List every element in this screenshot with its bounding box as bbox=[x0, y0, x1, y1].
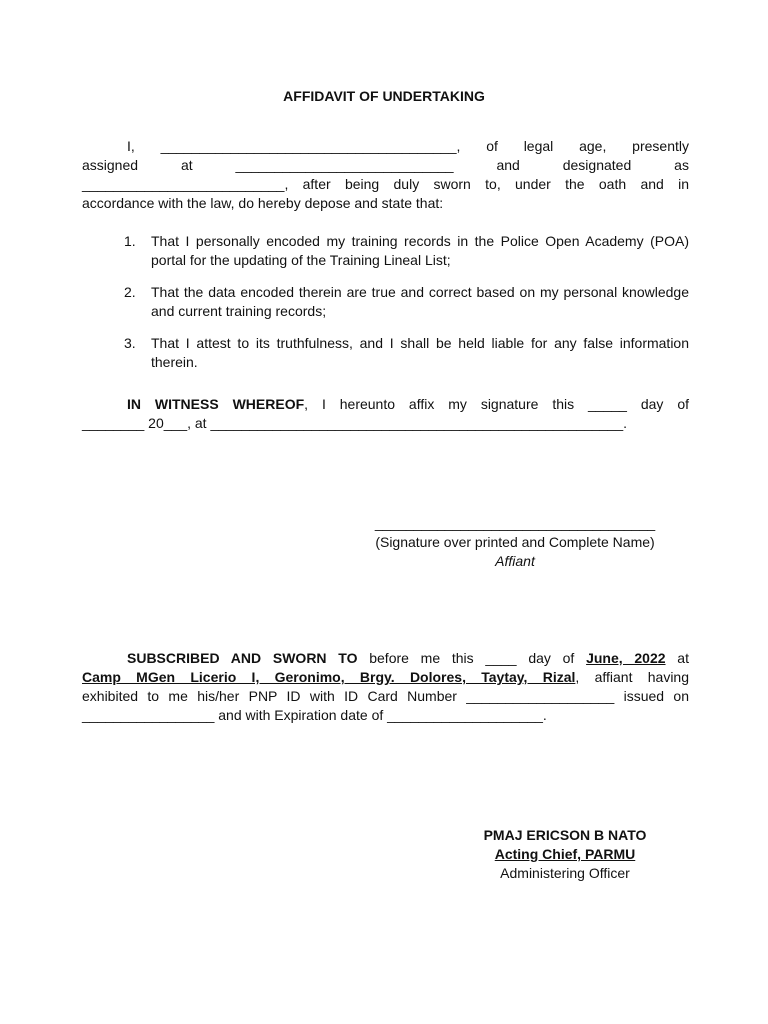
signature-role: Affiant bbox=[495, 553, 535, 569]
signature-caption: (Signature over printed and Complete Name) bbox=[375, 534, 655, 550]
officer-role: Administering Officer bbox=[500, 865, 630, 881]
intro-as: as bbox=[674, 157, 689, 173]
affiant-signature-block bbox=[350, 514, 680, 571]
jurat-line-3: exhibited to me his/her PNP ID with ID Card Number ___________________ issued on bbox=[82, 688, 689, 704]
statement-number: 3. bbox=[124, 335, 136, 351]
intro-assigned: assigned bbox=[82, 157, 139, 173]
intro-line-4: accordance with the law, do hereby depose and state that: bbox=[82, 195, 444, 211]
intro-line-2 bbox=[82, 156, 689, 175]
statement-list bbox=[124, 232, 689, 372]
jurat-text-3: , affiant having bbox=[575, 669, 689, 685]
officer-position: Acting Chief, PARMU bbox=[494, 846, 636, 862]
jurat-line-2 bbox=[82, 668, 689, 687]
statement-text: That I personally encoded my training records in the Police Open Academy (POA) portal for the updating of the Training Lineal List; bbox=[151, 233, 689, 268]
witness-line-1 bbox=[82, 395, 689, 414]
jurat-text-1: before me this ____ day of bbox=[357, 650, 587, 666]
officer-block bbox=[470, 826, 660, 883]
statement-text: That I attest to its truthfulness, and I shall be held liable for any false information therein. bbox=[151, 335, 689, 370]
jurat-line-4: _________________ and with Expiration date of ____________________. bbox=[82, 707, 547, 723]
intro-paragraph bbox=[82, 137, 689, 213]
statement-item bbox=[124, 334, 689, 372]
intro-designated: designated bbox=[562, 157, 632, 173]
statement-item bbox=[124, 283, 689, 321]
intro-line-1: I, ______________________________________, of legal age, presently bbox=[127, 138, 689, 154]
jurat-line-1 bbox=[82, 649, 689, 668]
witness-line-2: ________ 20___, at _____________________________________________________. bbox=[82, 415, 628, 431]
document-title: AFFIDAVIT OF UNDERTAKING bbox=[283, 88, 485, 104]
jurat-paragraph bbox=[82, 649, 689, 725]
statement-item bbox=[124, 232, 689, 270]
witness-text: , I hereunto affix my signature this _____ day of bbox=[304, 396, 689, 412]
statement-number: 2. bbox=[124, 284, 136, 300]
officer-name: PMAJ ERICSON B NATO bbox=[483, 827, 647, 843]
jurat-lead: SUBSCRIBED AND SWORN TO bbox=[127, 650, 358, 666]
signature-line: ____________________________________ bbox=[374, 515, 656, 531]
jurat-date: June, 2022 bbox=[586, 650, 666, 666]
jurat-text-2: at bbox=[665, 650, 689, 666]
statement-text: That the data encoded therein are true and correct based on my personal knowledge and current training records; bbox=[151, 284, 689, 319]
intro-line-3: __________________________, after being duly sworn to, under the oath and in bbox=[82, 176, 689, 192]
intro-and: and bbox=[496, 157, 520, 173]
statement-number: 1. bbox=[124, 233, 136, 249]
intro-assignment-blank: ____________________________ bbox=[235, 157, 454, 173]
witness-paragraph bbox=[82, 395, 689, 433]
jurat-place: Camp MGen Licerio I, Geronimo, Brgy. Dolores, Taytay, Rizal bbox=[82, 669, 576, 685]
witness-lead: IN WITNESS WHEREOF bbox=[127, 396, 305, 412]
intro-at: at bbox=[180, 157, 193, 173]
